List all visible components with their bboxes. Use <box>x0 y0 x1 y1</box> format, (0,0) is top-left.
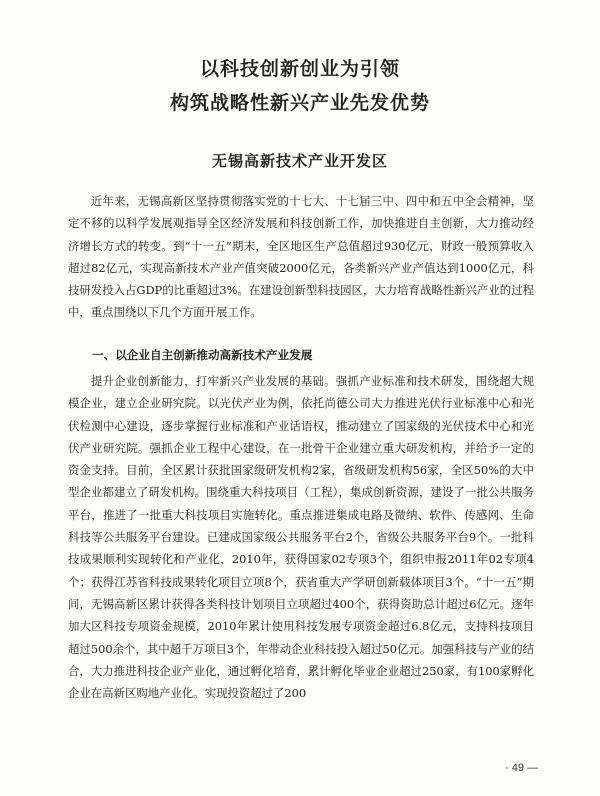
paragraph-2-block <box>68 370 534 704</box>
paragraph-1: 近年来，无锡高新区坚持贯彻落实党的十七大、十七届三中、四中和五中全会精神，坚定不移的以科学发展观指导全区经济发展和科技创新工作，加快推进自主创新，大力推动经济增长方式的转变。到“十一五”期末，全区地区生产总值超过930亿元，财政一般预算收入超过82亿元，实现高新技术产业产值突破2000亿元，各类新兴产业产值达到1000亿元，科技研发投入占GDP的比重超过3%。在建设创新型科技园区，大力培育战略性新兴产业的过程中，重点围绕以下几个方面开展工作。 <box>68 194 534 320</box>
page-number: · 49 — <box>504 762 538 774</box>
document-title-line-1: 以科技创新创业为引领 <box>199 58 400 80</box>
section-heading: 一、以企业自主创新推动高新技术产业发展 <box>92 348 313 362</box>
paragraph-2: 提升企业创新能力，打牢新兴产业发展的基础。强抓产业标准和技术研发，围绕超大规模企业，建立企业研究院。以光伏产业为例，依托尚德公司大力推进光伏行业标准中心和光伏检测中心建设，逐步掌握行业标准和产业话语权，推动建立了国家级的光伏技术中心和光伏产业研究院。强抓企业工程中心建设，在一批骨干企业建立重大研发机构，并给予一定的资金支持。目前，全区累计获批国家级研发机构2家，省级研发机构56家，全区50%的大中型企业都建立了研发机构。围绕重大科技项目（工程），集成创新资源，建设了一批公共服务平台，推进了一批重大科技项目实施转化。重点推进集成电路及微纳、软件、传感网、生命科技等公共服务平台建设。已建成国家级公共服务平台2个，省级公共服务平台9个。一批科技成果顺利实现转化和产业化，2010年，获得国家02专项3个，组织申报2011年02专项4个；获得江苏省科技成果转化项目立项8个，获省重大产学研创新载体项目3个。“十一五”期间，无锡高新区累计获得各类科技计划项目立项超过400个，获得资助总计超过6亿元。逐年加大区科技专项资金规模，2010年累计使用科技发展专项资金超过6.8亿元，支持科技项目超过500余个，其中超千万项目3个，年带动企业科技投入超过50亿元。加强科技与产业的结合，大力推进科技企业产业化，通过孵化培育，累计孵化毕业企业超过250家，有100家孵化企业在高新区购地产业化。实现投资超过了200 <box>68 374 534 701</box>
paragraph-1-block <box>68 190 534 324</box>
organization-name: 无锡高新技术产业开发区 <box>211 152 388 170</box>
document-title-line-2: 构筑战略性新兴产业先发优势 <box>169 92 430 114</box>
